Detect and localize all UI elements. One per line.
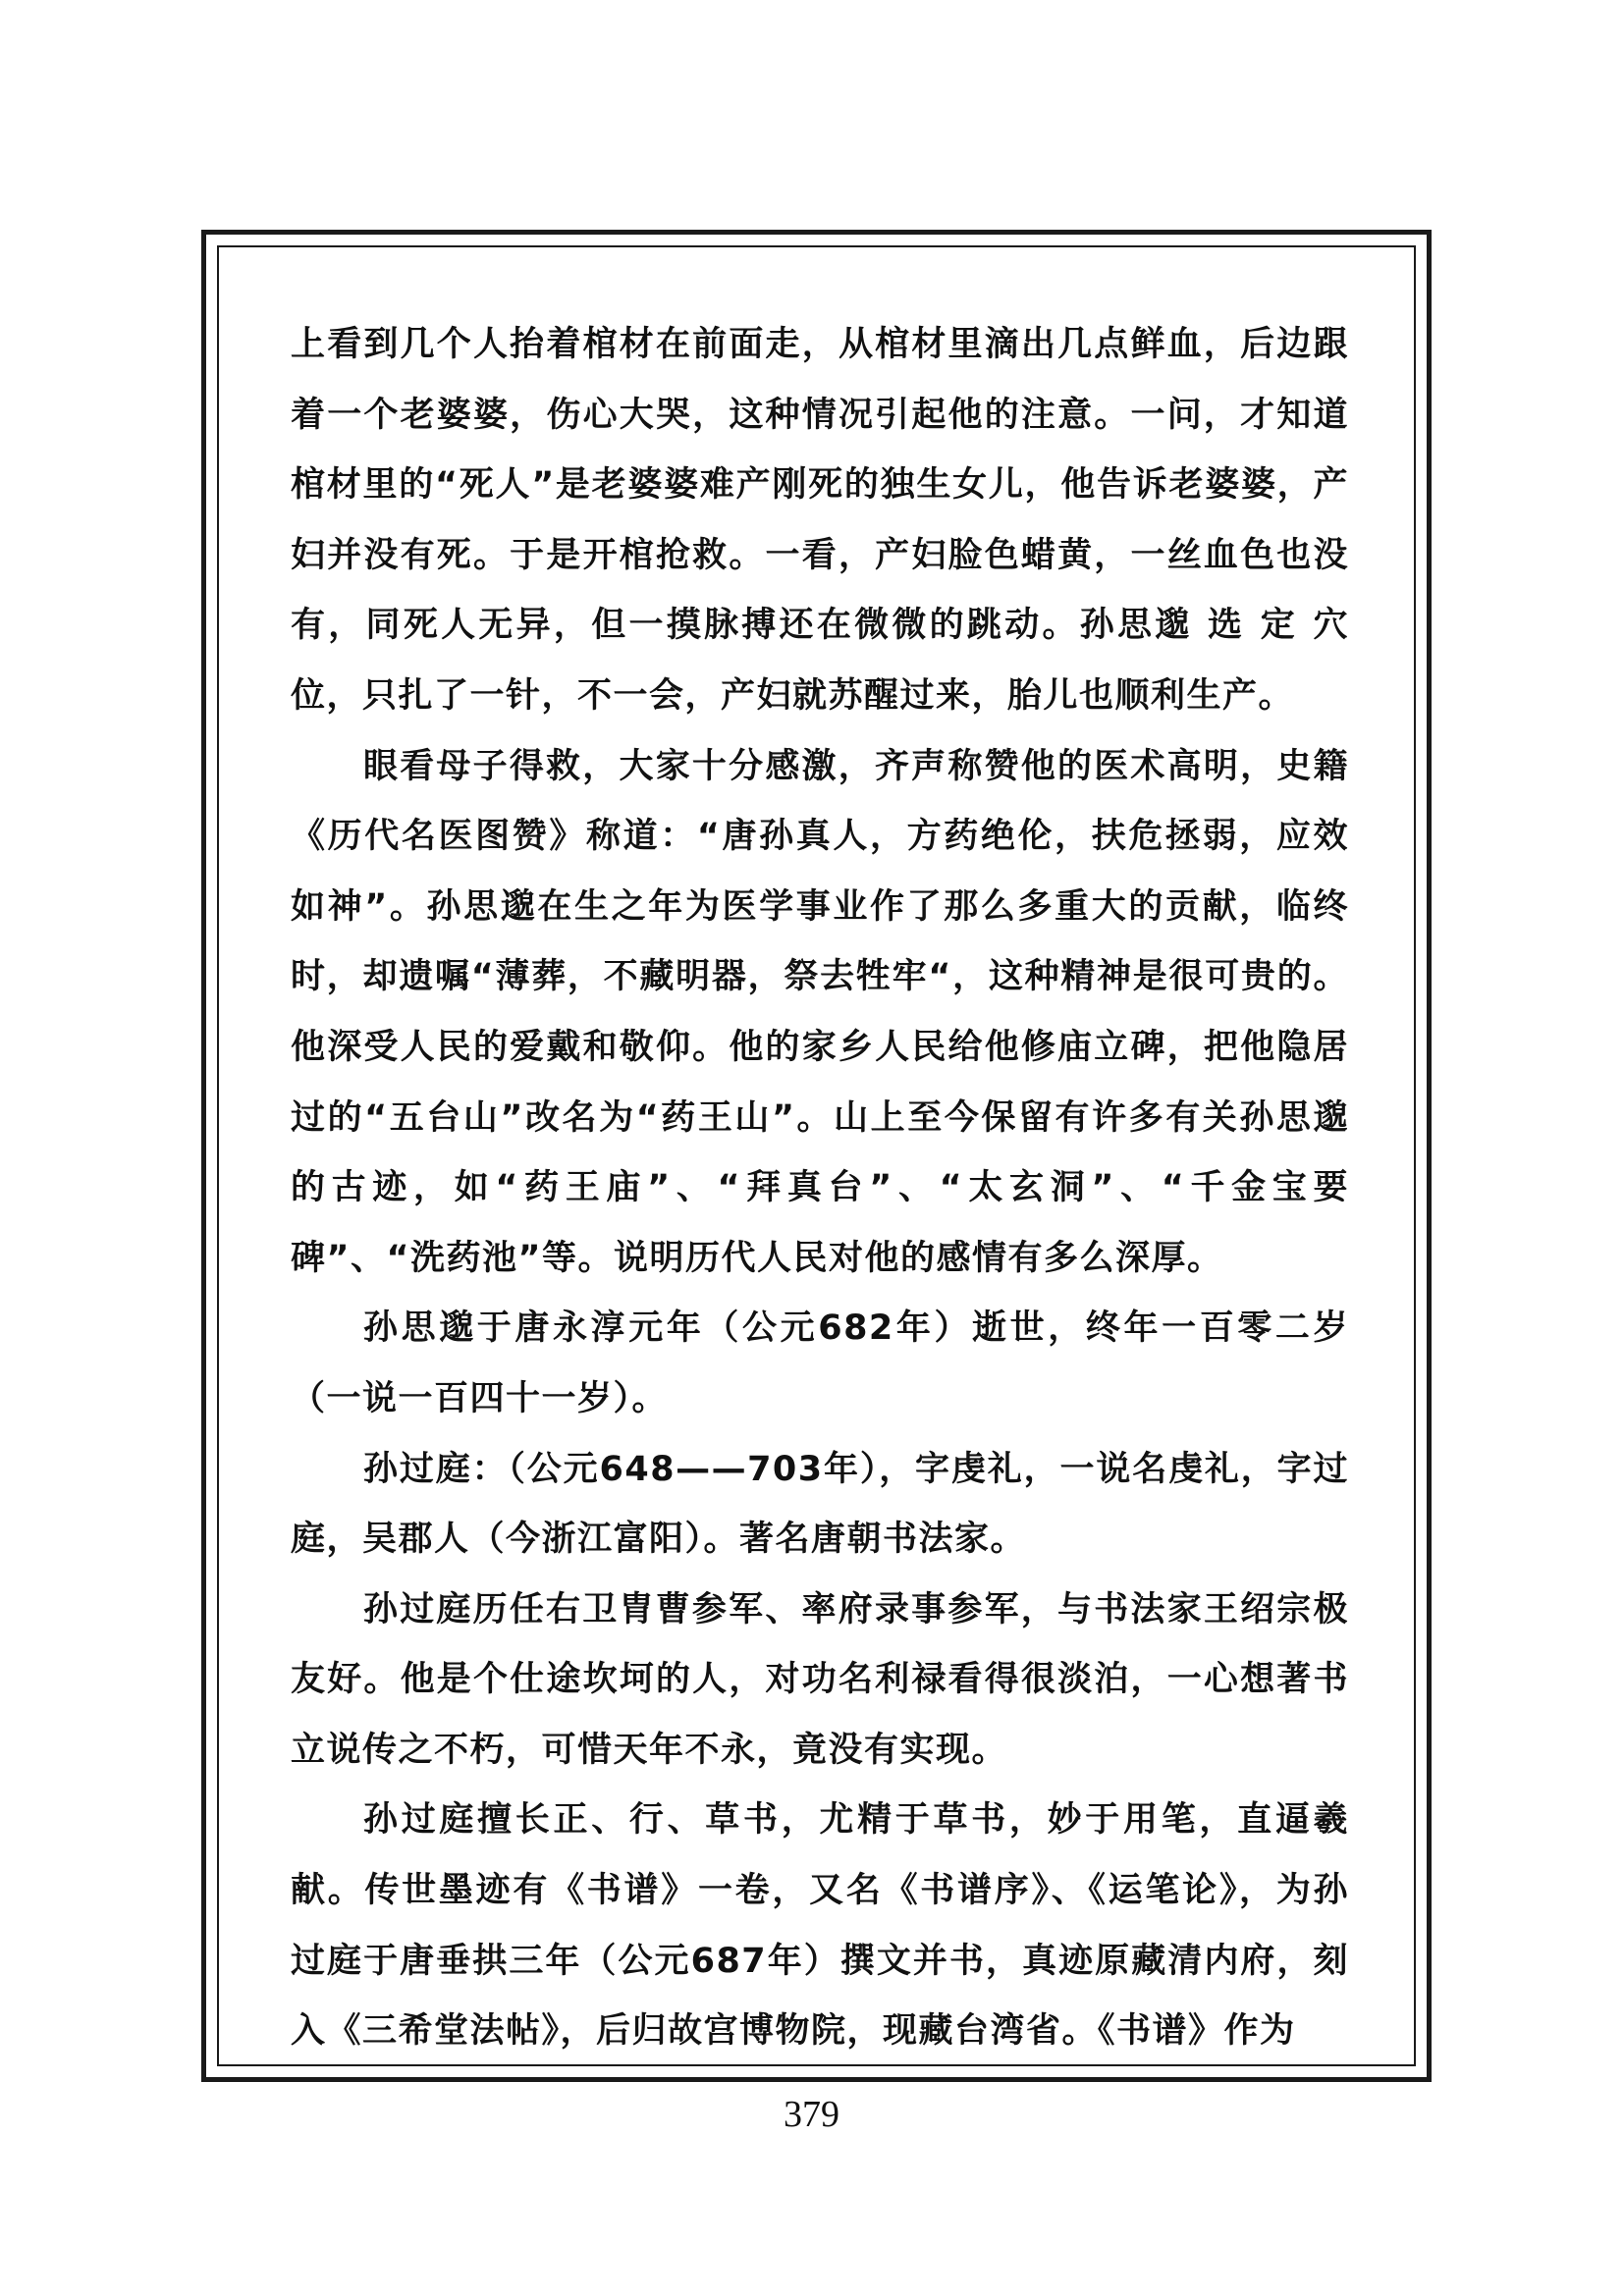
- paragraph: 孙过庭历任右卫胄曹参军、率府录事参军，与书法家王绍宗极友好。他是个仕途坎坷的人，对功名利禄看得很淡泊，一心想著书立说传之不朽，可惜天年不永，竟没有实现。: [291, 1589, 1349, 1770]
- page-number: 379: [784, 2094, 839, 2135]
- paragraph: 眼看母子得救，大家十分感激，齐声称赞他的医术高明，史籍《历代名医图赞》称道：“唐孙真人，方药绝伦，扶危拯弱，应效如神”。孙思邈在生之年为医学事业作了那么多重大的贡献，临终时，却遗嘱“薄葬，不藏明器，祭去牲牢“，这种精神是很可贵的。他深受人民的爱戴和敬仰。他的家乡人民给他修庙立碑，把他隐居过的“五台山”改名为“药王山”。山上至今保留有许多有关孙思邈的古迹，如“药王庙”、“拜真台”、“太玄洞”、“千金宝要碑”、“洗药池”等。说明历代人民对他的感情有多么深厚。: [291, 746, 1349, 1278]
- paragraph: 上看到几个人抬着棺材在前面走，从棺材里滴出几点鲜血，后边跟着一个老婆婆，伤心大哭，这种情况引起他的注意。一问，才知道棺材里的“死人”是老婆婆难产刚死的独生女儿，他告诉老婆婆，产妇并没有死。于是开棺抢救。一看，产妇脸色蜡黄，一丝血色也没有，同死人无异，但一摸脉搏还在微微的跳动。孙思邈 选 定 穴位，只扎了一针，不一会，产妇就苏醒过来，胎儿也顺利生产。: [291, 325, 1349, 716]
- paragraph: 孙过庭：（公元648——703年），字虔礼，一说名虔礼，字过庭，吴郡人（今浙江富阳）。著名唐朝书法家。: [291, 1449, 1349, 1560]
- body-text: [291, 310, 1349, 2067]
- paragraph: 孙思邈于唐永淳元年（公元682年）逝世，终年一百零二岁（一说一百四十一岁）。: [291, 1308, 1349, 1418]
- paragraph: 孙过庭擅长正、行、草书，尤精于草书，妙于用笔，直逼羲献。传世墨迹有《书谱》一卷，又名《书谱序》、《运笔论》，为孙过庭于唐垂拱三年（公元687年）撰文并书，真迹原藏清内府，刻入《三希堂法帖》，后归故宫博物院，现藏台湾省。《书谱》作为: [291, 1800, 1349, 2052]
